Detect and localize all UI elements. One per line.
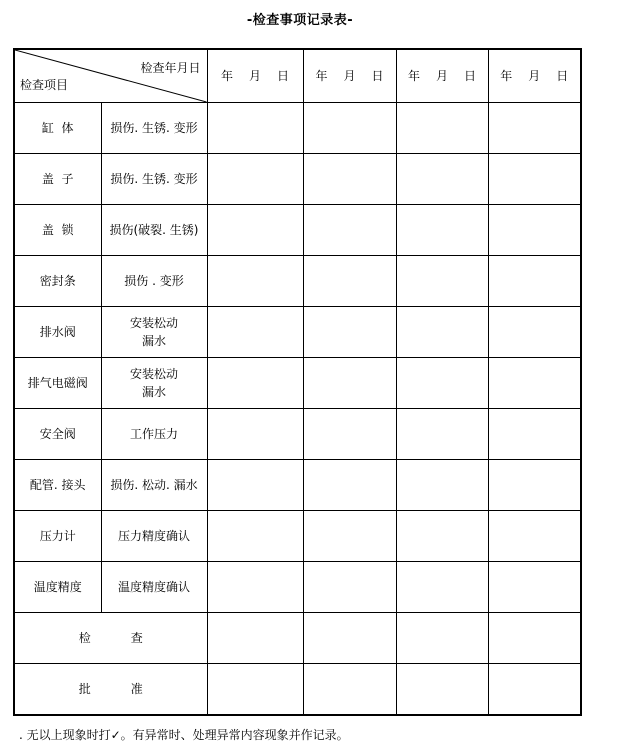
signature-cell[interactable] xyxy=(396,664,488,716)
record-cell[interactable] xyxy=(488,460,581,511)
item-cell: 安全阀 xyxy=(14,409,101,460)
header-item-label: 检查项目 xyxy=(20,78,69,92)
table-row xyxy=(14,511,581,562)
record-cell[interactable] xyxy=(488,256,581,307)
item-cell: 盖 子 xyxy=(14,154,101,205)
date-column-header[interactable]: 年 月 日 xyxy=(488,49,581,103)
inspector-signature-row xyxy=(14,613,581,664)
record-cell[interactable] xyxy=(488,205,581,256)
check-content-cell: 损伤 . 变形 xyxy=(101,256,207,307)
signature-cell[interactable] xyxy=(303,664,396,716)
signature-cell[interactable] xyxy=(488,613,581,664)
record-cell[interactable] xyxy=(488,307,581,358)
record-cell[interactable] xyxy=(303,154,396,205)
check-content-cell: 安装松动 漏水 xyxy=(101,358,207,409)
record-cell[interactable] xyxy=(207,154,303,205)
record-cell[interactable] xyxy=(207,307,303,358)
item-cell: 温度精度 xyxy=(14,562,101,613)
check-content-cell: 温度精度确认 xyxy=(101,562,207,613)
check-content-cell: 损伤(破裂. 生锈) xyxy=(101,205,207,256)
record-cell[interactable] xyxy=(396,409,488,460)
record-cell[interactable] xyxy=(396,154,488,205)
date-column-header[interactable]: 年 月 日 xyxy=(207,49,303,103)
date-column-header[interactable]: 年 月 日 xyxy=(303,49,396,103)
record-cell[interactable] xyxy=(207,562,303,613)
record-cell[interactable] xyxy=(488,511,581,562)
table-row xyxy=(14,358,581,409)
table-row xyxy=(14,307,581,358)
record-cell[interactable] xyxy=(207,103,303,154)
signature-cell[interactable] xyxy=(207,613,303,664)
record-cell[interactable] xyxy=(303,205,396,256)
record-cell[interactable] xyxy=(207,256,303,307)
record-cell[interactable] xyxy=(207,205,303,256)
check-content-cell: 工作压力 xyxy=(101,409,207,460)
check-content-cell: 损伤. 松动. 漏水 xyxy=(101,460,207,511)
table-row xyxy=(14,154,581,205)
item-cell: 缸 体 xyxy=(14,103,101,154)
table-row xyxy=(14,460,581,511)
footnote: . 无以上现象时打✓。有异常时、处理异常内容现象并作记录。 xyxy=(19,728,349,742)
check-content-cell: 损伤. 生锈. 变形 xyxy=(101,103,207,154)
record-cell[interactable] xyxy=(488,358,581,409)
check-content-cell: 压力精度确认 xyxy=(101,511,207,562)
inspection-record-table xyxy=(13,48,582,716)
record-cell[interactable] xyxy=(207,511,303,562)
record-cell[interactable] xyxy=(488,154,581,205)
signature-cell[interactable] xyxy=(488,664,581,716)
check-content-cell: 损伤. 生锈. 变形 xyxy=(101,154,207,205)
record-cell[interactable] xyxy=(396,358,488,409)
signature-cell[interactable] xyxy=(303,613,396,664)
header-date-label: 检查年月日 xyxy=(140,61,201,75)
record-cell[interactable] xyxy=(303,511,396,562)
table-row xyxy=(14,205,581,256)
item-cell: 配管. 接头 xyxy=(14,460,101,511)
record-cell[interactable] xyxy=(488,409,581,460)
check-content-cell: 安装松动 漏水 xyxy=(101,307,207,358)
signature-cell[interactable] xyxy=(207,664,303,716)
record-cell[interactable] xyxy=(396,562,488,613)
record-cell[interactable] xyxy=(303,103,396,154)
approver-signature-row xyxy=(14,664,581,716)
record-cell[interactable] xyxy=(207,460,303,511)
record-cell[interactable] xyxy=(303,460,396,511)
record-cell[interactable] xyxy=(396,103,488,154)
approver-label: 批 准 xyxy=(14,664,207,716)
record-cell[interactable] xyxy=(303,358,396,409)
record-cell[interactable] xyxy=(396,205,488,256)
page-title: -检查事项记录表- xyxy=(246,13,354,28)
record-cell[interactable] xyxy=(396,511,488,562)
table-row xyxy=(14,256,581,307)
item-cell: 压力计 xyxy=(14,511,101,562)
inspector-label: 检 查 xyxy=(14,613,207,664)
record-cell[interactable] xyxy=(488,562,581,613)
date-column-header[interactable]: 年 月 日 xyxy=(396,49,488,103)
record-cell[interactable] xyxy=(303,562,396,613)
record-cell[interactable] xyxy=(396,256,488,307)
record-cell[interactable] xyxy=(303,409,396,460)
record-cell[interactable] xyxy=(488,103,581,154)
record-cell[interactable] xyxy=(396,460,488,511)
diagonal-header-cell xyxy=(14,49,207,103)
record-cell[interactable] xyxy=(396,307,488,358)
item-cell: 盖 锁 xyxy=(14,205,101,256)
table-row xyxy=(14,562,581,613)
record-cell[interactable] xyxy=(207,409,303,460)
record-cell[interactable] xyxy=(207,358,303,409)
record-cell[interactable] xyxy=(303,256,396,307)
signature-cell[interactable] xyxy=(396,613,488,664)
item-cell: 密封条 xyxy=(14,256,101,307)
table-header-row xyxy=(14,49,581,103)
table-row xyxy=(14,409,581,460)
record-cell[interactable] xyxy=(303,307,396,358)
table-row xyxy=(14,103,581,154)
item-cell: 排气电磁阀 xyxy=(14,358,101,409)
item-cell: 排水阀 xyxy=(14,307,101,358)
